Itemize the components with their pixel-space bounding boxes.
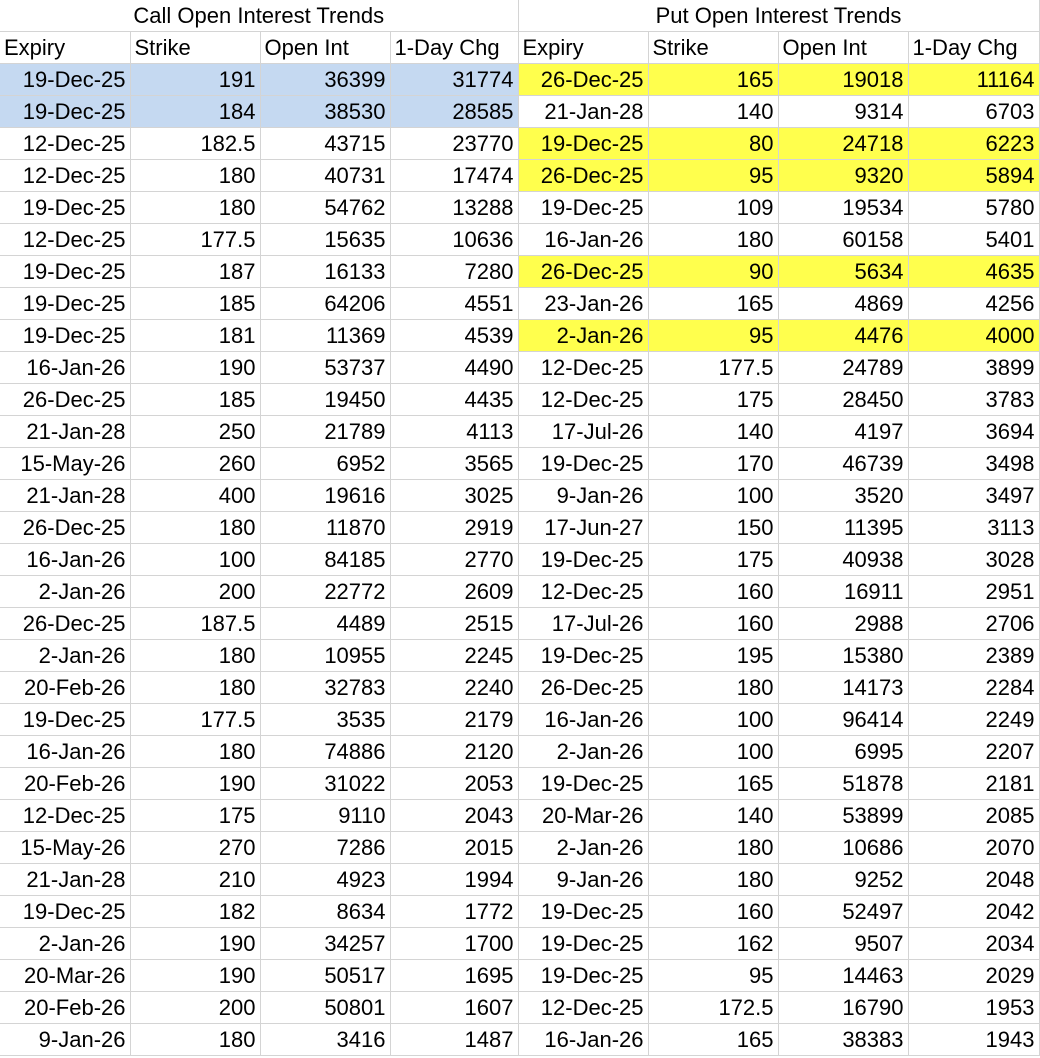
put-cell-open-int[interactable]: 4869 (778, 288, 908, 320)
put-cell-strike[interactable]: 109 (648, 192, 778, 224)
call-section-title[interactable]: Call Open Interest Trends (0, 0, 518, 32)
call-cell-1-day-chg[interactable]: 1700 (390, 928, 518, 960)
put-cell-open-int[interactable]: 9314 (778, 96, 908, 128)
put-cell-expiry[interactable]: 19-Dec-25 (518, 128, 648, 160)
call-cell-open-int[interactable]: 74886 (260, 736, 390, 768)
call-cell-expiry[interactable]: 26-Dec-25 (0, 512, 130, 544)
call-cell-open-int[interactable]: 50517 (260, 960, 390, 992)
table-row (0, 928, 1039, 960)
call-cell-open-int[interactable]: 84185 (260, 544, 390, 576)
put-header-strike[interactable]: Strike (648, 32, 778, 64)
put-cell-1-day-chg[interactable]: 4635 (908, 256, 1039, 288)
put-cell-strike[interactable]: 95 (648, 960, 778, 992)
call-cell-open-int[interactable]: 16133 (260, 256, 390, 288)
call-cell-open-int[interactable]: 34257 (260, 928, 390, 960)
put-cell-expiry[interactable]: 12-Dec-25 (518, 352, 648, 384)
call-header-expiry[interactable]: Expiry (0, 32, 130, 64)
call-cell-open-int[interactable]: 19616 (260, 480, 390, 512)
call-cell-expiry[interactable]: 26-Dec-25 (0, 608, 130, 640)
call-cell-open-int[interactable]: 22772 (260, 576, 390, 608)
call-cell-open-int[interactable]: 15635 (260, 224, 390, 256)
table-row (0, 608, 1039, 640)
call-cell-open-int[interactable]: 40731 (260, 160, 390, 192)
put-cell-expiry[interactable]: 19-Dec-25 (518, 192, 648, 224)
call-cell-strike[interactable]: 200 (130, 576, 260, 608)
put-cell-strike[interactable]: 195 (648, 640, 778, 672)
call-cell-strike[interactable]: 190 (130, 352, 260, 384)
table-row (0, 320, 1039, 352)
call-cell-open-int[interactable]: 19450 (260, 384, 390, 416)
table-row (0, 544, 1039, 576)
call-header-1-day-chg[interactable]: 1-Day Chg (390, 32, 518, 64)
put-cell-1-day-chg[interactable]: 6703 (908, 96, 1039, 128)
call-cell-open-int[interactable]: 21789 (260, 416, 390, 448)
put-cell-open-int[interactable]: 51878 (778, 768, 908, 800)
put-cell-expiry[interactable]: 26-Dec-25 (518, 64, 648, 96)
table-row (0, 416, 1039, 448)
put-cell-1-day-chg[interactable]: 2070 (908, 832, 1039, 864)
call-cell-1-day-chg[interactable]: 4490 (390, 352, 518, 384)
call-cell-expiry[interactable]: 19-Dec-25 (0, 704, 130, 736)
put-cell-expiry[interactable]: 19-Dec-25 (518, 544, 648, 576)
put-cell-expiry[interactable]: 17-Jun-27 (518, 512, 648, 544)
call-cell-expiry[interactable]: 20-Mar-26 (0, 960, 130, 992)
call-cell-expiry[interactable]: 16-Jan-26 (0, 544, 130, 576)
put-cell-strike[interactable]: 160 (648, 608, 778, 640)
put-cell-open-int[interactable]: 10686 (778, 832, 908, 864)
call-cell-open-int[interactable]: 31022 (260, 768, 390, 800)
put-cell-strike[interactable]: 175 (648, 544, 778, 576)
call-cell-1-day-chg[interactable]: 1772 (390, 896, 518, 928)
put-cell-strike[interactable]: 172.5 (648, 992, 778, 1024)
put-cell-strike[interactable]: 95 (648, 320, 778, 352)
call-cell-expiry[interactable]: 2-Jan-26 (0, 928, 130, 960)
table-row (0, 128, 1039, 160)
put-cell-strike[interactable]: 100 (648, 704, 778, 736)
call-cell-expiry[interactable]: 19-Dec-25 (0, 64, 130, 96)
call-cell-open-int[interactable]: 7286 (260, 832, 390, 864)
call-cell-strike[interactable]: 190 (130, 768, 260, 800)
put-cell-expiry[interactable]: 16-Jan-26 (518, 224, 648, 256)
call-cell-expiry[interactable]: 19-Dec-25 (0, 256, 130, 288)
put-cell-expiry[interactable]: 16-Jan-26 (518, 704, 648, 736)
put-cell-open-int[interactable]: 14173 (778, 672, 908, 704)
call-cell-strike[interactable]: 180 (130, 512, 260, 544)
put-cell-strike[interactable]: 180 (648, 864, 778, 896)
put-cell-strike[interactable]: 140 (648, 800, 778, 832)
table-row (0, 96, 1039, 128)
put-cell-1-day-chg[interactable]: 2042 (908, 896, 1039, 928)
call-cell-strike[interactable]: 250 (130, 416, 260, 448)
call-cell-expiry[interactable]: 19-Dec-25 (0, 288, 130, 320)
table-row (0, 64, 1039, 96)
put-cell-strike[interactable]: 177.5 (648, 352, 778, 384)
put-cell-1-day-chg[interactable]: 2389 (908, 640, 1039, 672)
put-cell-strike[interactable]: 80 (648, 128, 778, 160)
put-cell-1-day-chg[interactable]: 3028 (908, 544, 1039, 576)
call-cell-1-day-chg[interactable]: 2245 (390, 640, 518, 672)
put-cell-expiry[interactable]: 9-Jan-26 (518, 864, 648, 896)
call-cell-expiry[interactable]: 20-Feb-26 (0, 768, 130, 800)
put-cell-open-int[interactable]: 40938 (778, 544, 908, 576)
call-cell-open-int[interactable]: 64206 (260, 288, 390, 320)
put-cell-1-day-chg[interactable]: 1953 (908, 992, 1039, 1024)
call-cell-strike[interactable]: 177.5 (130, 704, 260, 736)
put-cell-1-day-chg[interactable]: 5894 (908, 160, 1039, 192)
put-cell-strike[interactable]: 100 (648, 736, 778, 768)
put-cell-open-int[interactable]: 19018 (778, 64, 908, 96)
call-cell-expiry[interactable]: 16-Jan-26 (0, 352, 130, 384)
call-cell-1-day-chg[interactable]: 10636 (390, 224, 518, 256)
call-cell-open-int[interactable]: 11369 (260, 320, 390, 352)
table-row (0, 1024, 1039, 1056)
put-cell-1-day-chg[interactable]: 3899 (908, 352, 1039, 384)
put-cell-1-day-chg[interactable]: 4000 (908, 320, 1039, 352)
put-cell-open-int[interactable]: 96414 (778, 704, 908, 736)
call-cell-open-int[interactable]: 32783 (260, 672, 390, 704)
call-cell-open-int[interactable]: 8634 (260, 896, 390, 928)
table-row (0, 768, 1039, 800)
call-cell-1-day-chg[interactable]: 23770 (390, 128, 518, 160)
put-cell-1-day-chg[interactable]: 3498 (908, 448, 1039, 480)
put-cell-1-day-chg[interactable]: 2181 (908, 768, 1039, 800)
call-cell-1-day-chg[interactable]: 1607 (390, 992, 518, 1024)
put-cell-open-int[interactable]: 3520 (778, 480, 908, 512)
table-row (0, 672, 1039, 704)
call-cell-1-day-chg[interactable]: 2179 (390, 704, 518, 736)
call-cell-open-int[interactable]: 54762 (260, 192, 390, 224)
put-cell-strike[interactable]: 162 (648, 928, 778, 960)
put-cell-strike[interactable]: 160 (648, 576, 778, 608)
put-cell-open-int[interactable]: 9507 (778, 928, 908, 960)
call-cell-open-int[interactable]: 4489 (260, 608, 390, 640)
put-cell-strike[interactable]: 175 (648, 384, 778, 416)
put-cell-expiry[interactable]: 12-Dec-25 (518, 992, 648, 1024)
put-cell-expiry[interactable]: 17-Jul-26 (518, 416, 648, 448)
put-cell-expiry[interactable]: 20-Mar-26 (518, 800, 648, 832)
table-row (0, 192, 1039, 224)
put-cell-expiry[interactable]: 26-Dec-25 (518, 672, 648, 704)
put-cell-1-day-chg[interactable]: 2029 (908, 960, 1039, 992)
put-cell-expiry[interactable]: 19-Dec-25 (518, 896, 648, 928)
put-cell-strike[interactable]: 165 (648, 64, 778, 96)
call-cell-expiry[interactable]: 19-Dec-25 (0, 96, 130, 128)
put-cell-open-int[interactable]: 46739 (778, 448, 908, 480)
put-cell-1-day-chg[interactable]: 3783 (908, 384, 1039, 416)
call-cell-expiry[interactable]: 20-Feb-26 (0, 992, 130, 1024)
table-row (0, 736, 1039, 768)
put-cell-strike[interactable]: 150 (648, 512, 778, 544)
call-cell-1-day-chg[interactable]: 1487 (390, 1024, 518, 1056)
table-row (0, 512, 1039, 544)
put-cell-open-int[interactable]: 9252 (778, 864, 908, 896)
call-cell-open-int[interactable]: 10955 (260, 640, 390, 672)
call-cell-strike[interactable]: 180 (130, 672, 260, 704)
put-cell-expiry[interactable]: 2-Jan-26 (518, 736, 648, 768)
put-cell-strike[interactable]: 180 (648, 224, 778, 256)
put-cell-expiry[interactable]: 26-Dec-25 (518, 256, 648, 288)
call-cell-expiry[interactable]: 12-Dec-25 (0, 224, 130, 256)
call-cell-1-day-chg[interactable]: 1994 (390, 864, 518, 896)
put-cell-1-day-chg[interactable]: 1943 (908, 1024, 1039, 1056)
call-cell-strike[interactable]: 270 (130, 832, 260, 864)
put-cell-1-day-chg[interactable]: 6223 (908, 128, 1039, 160)
put-cell-expiry[interactable]: 19-Dec-25 (518, 768, 648, 800)
call-cell-1-day-chg[interactable]: 4539 (390, 320, 518, 352)
call-cell-strike[interactable]: 180 (130, 192, 260, 224)
table-row (0, 960, 1039, 992)
put-cell-open-int[interactable]: 14463 (778, 960, 908, 992)
put-cell-expiry[interactable]: 2-Jan-26 (518, 320, 648, 352)
table-row (0, 256, 1039, 288)
call-cell-1-day-chg[interactable]: 28585 (390, 96, 518, 128)
call-cell-strike[interactable]: 182 (130, 896, 260, 928)
put-cell-strike[interactable]: 95 (648, 160, 778, 192)
put-cell-open-int[interactable]: 5634 (778, 256, 908, 288)
table-row (0, 224, 1039, 256)
table-row (0, 800, 1039, 832)
put-cell-1-day-chg[interactable]: 3497 (908, 480, 1039, 512)
call-cell-1-day-chg[interactable]: 4435 (390, 384, 518, 416)
call-cell-open-int[interactable]: 43715 (260, 128, 390, 160)
put-cell-1-day-chg[interactable]: 2249 (908, 704, 1039, 736)
put-cell-1-day-chg[interactable]: 5780 (908, 192, 1039, 224)
call-cell-strike[interactable]: 177.5 (130, 224, 260, 256)
put-cell-open-int[interactable]: 38383 (778, 1024, 908, 1056)
call-cell-expiry[interactable]: 21-Jan-28 (0, 480, 130, 512)
call-cell-strike[interactable]: 184 (130, 96, 260, 128)
call-cell-strike[interactable]: 190 (130, 960, 260, 992)
put-cell-expiry[interactable]: 12-Dec-25 (518, 576, 648, 608)
put-cell-1-day-chg[interactable]: 11164 (908, 64, 1039, 96)
put-cell-1-day-chg[interactable]: 2034 (908, 928, 1039, 960)
put-cell-strike[interactable]: 160 (648, 896, 778, 928)
table-row (0, 480, 1039, 512)
call-cell-strike[interactable]: 185 (130, 384, 260, 416)
put-cell-1-day-chg[interactable]: 3694 (908, 416, 1039, 448)
put-cell-open-int[interactable]: 4197 (778, 416, 908, 448)
call-cell-1-day-chg[interactable]: 7280 (390, 256, 518, 288)
put-cell-1-day-chg[interactable]: 2207 (908, 736, 1039, 768)
put-cell-1-day-chg[interactable]: 2951 (908, 576, 1039, 608)
put-cell-1-day-chg[interactable]: 2048 (908, 864, 1039, 896)
call-cell-strike[interactable]: 191 (130, 64, 260, 96)
put-cell-1-day-chg[interactable]: 2706 (908, 608, 1039, 640)
call-cell-expiry[interactable]: 2-Jan-26 (0, 576, 130, 608)
call-cell-open-int[interactable]: 38530 (260, 96, 390, 128)
call-cell-open-int[interactable]: 11870 (260, 512, 390, 544)
call-cell-strike[interactable]: 175 (130, 800, 260, 832)
put-cell-open-int[interactable]: 6995 (778, 736, 908, 768)
call-cell-expiry[interactable]: 26-Dec-25 (0, 384, 130, 416)
put-cell-open-int[interactable]: 16911 (778, 576, 908, 608)
call-cell-open-int[interactable]: 3535 (260, 704, 390, 736)
header-row (0, 32, 1039, 64)
call-cell-strike[interactable]: 187.5 (130, 608, 260, 640)
call-cell-open-int[interactable]: 53737 (260, 352, 390, 384)
call-cell-expiry[interactable]: 12-Dec-25 (0, 800, 130, 832)
table-row (0, 704, 1039, 736)
table-row (0, 160, 1039, 192)
put-cell-expiry[interactable]: 19-Dec-25 (518, 448, 648, 480)
call-cell-strike[interactable]: 100 (130, 544, 260, 576)
put-cell-strike[interactable]: 140 (648, 96, 778, 128)
put-cell-strike[interactable]: 90 (648, 256, 778, 288)
put-cell-open-int[interactable]: 53899 (778, 800, 908, 832)
call-cell-expiry[interactable]: 12-Dec-25 (0, 128, 130, 160)
put-cell-expiry[interactable]: 17-Jul-26 (518, 608, 648, 640)
put-cell-expiry[interactable]: 26-Dec-25 (518, 160, 648, 192)
put-cell-expiry[interactable]: 9-Jan-26 (518, 480, 648, 512)
put-cell-open-int[interactable]: 9320 (778, 160, 908, 192)
call-cell-strike[interactable]: 180 (130, 736, 260, 768)
put-cell-open-int[interactable]: 24789 (778, 352, 908, 384)
table-row (0, 288, 1039, 320)
put-cell-1-day-chg[interactable]: 2085 (908, 800, 1039, 832)
call-cell-1-day-chg[interactable]: 2120 (390, 736, 518, 768)
call-cell-open-int[interactable]: 6952 (260, 448, 390, 480)
call-cell-expiry[interactable]: 19-Dec-25 (0, 320, 130, 352)
call-cell-strike[interactable]: 180 (130, 640, 260, 672)
call-cell-1-day-chg[interactable]: 2770 (390, 544, 518, 576)
put-cell-expiry[interactable]: 19-Dec-25 (518, 928, 648, 960)
call-cell-expiry[interactable]: 16-Jan-26 (0, 736, 130, 768)
table-row (0, 576, 1039, 608)
put-cell-expiry[interactable]: 21-Jan-28 (518, 96, 648, 128)
call-cell-1-day-chg[interactable]: 2015 (390, 832, 518, 864)
call-header-open-int[interactable]: Open Int (260, 32, 390, 64)
call-cell-expiry[interactable]: 21-Jan-28 (0, 864, 130, 896)
call-cell-strike[interactable]: 180 (130, 160, 260, 192)
put-cell-strike[interactable]: 165 (648, 768, 778, 800)
put-cell-open-int[interactable]: 15380 (778, 640, 908, 672)
call-cell-1-day-chg[interactable]: 31774 (390, 64, 518, 96)
call-cell-expiry[interactable]: 2-Jan-26 (0, 640, 130, 672)
call-cell-open-int[interactable]: 9110 (260, 800, 390, 832)
put-header-1-day-chg[interactable]: 1-Day Chg (908, 32, 1039, 64)
table-row (0, 896, 1039, 928)
call-cell-strike[interactable]: 185 (130, 288, 260, 320)
call-cell-open-int[interactable]: 50801 (260, 992, 390, 1024)
table-row (0, 832, 1039, 864)
call-cell-1-day-chg[interactable]: 17474 (390, 160, 518, 192)
put-cell-expiry[interactable]: 2-Jan-26 (518, 832, 648, 864)
call-cell-strike[interactable]: 210 (130, 864, 260, 896)
put-cell-strike[interactable]: 180 (648, 672, 778, 704)
table-row (0, 864, 1039, 896)
call-cell-1-day-chg[interactable]: 3565 (390, 448, 518, 480)
call-cell-1-day-chg[interactable]: 2919 (390, 512, 518, 544)
call-cell-open-int[interactable]: 4923 (260, 864, 390, 896)
put-cell-expiry[interactable]: 23-Jan-26 (518, 288, 648, 320)
put-section-title[interactable]: Put Open Interest Trends (518, 0, 1039, 32)
call-cell-expiry[interactable]: 9-Jan-26 (0, 1024, 130, 1056)
call-cell-1-day-chg[interactable]: 13288 (390, 192, 518, 224)
table-row (0, 352, 1039, 384)
call-cell-expiry[interactable]: 21-Jan-28 (0, 416, 130, 448)
put-cell-expiry[interactable]: 19-Dec-25 (518, 960, 648, 992)
table-row (0, 384, 1039, 416)
put-cell-strike[interactable]: 140 (648, 416, 778, 448)
call-cell-strike[interactable]: 187 (130, 256, 260, 288)
call-cell-1-day-chg[interactable]: 4113 (390, 416, 518, 448)
put-cell-1-day-chg[interactable]: 3113 (908, 512, 1039, 544)
call-cell-expiry[interactable]: 15-May-26 (0, 448, 130, 480)
call-cell-expiry[interactable]: 19-Dec-25 (0, 896, 130, 928)
call-cell-1-day-chg[interactable]: 4551 (390, 288, 518, 320)
put-header-expiry[interactable]: Expiry (518, 32, 648, 64)
put-cell-1-day-chg[interactable]: 2284 (908, 672, 1039, 704)
call-header-strike[interactable]: Strike (130, 32, 260, 64)
put-cell-open-int[interactable]: 24718 (778, 128, 908, 160)
put-cell-strike[interactable]: 100 (648, 480, 778, 512)
put-cell-open-int[interactable]: 19534 (778, 192, 908, 224)
call-cell-1-day-chg[interactable]: 2515 (390, 608, 518, 640)
put-cell-open-int[interactable]: 52497 (778, 896, 908, 928)
call-cell-open-int[interactable]: 3416 (260, 1024, 390, 1056)
call-cell-expiry[interactable]: 15-May-26 (0, 832, 130, 864)
put-cell-open-int[interactable]: 60158 (778, 224, 908, 256)
call-cell-strike[interactable]: 400 (130, 480, 260, 512)
call-cell-1-day-chg[interactable]: 2240 (390, 672, 518, 704)
put-cell-strike[interactable]: 165 (648, 288, 778, 320)
put-header-open-int[interactable]: Open Int (778, 32, 908, 64)
table-row (0, 640, 1039, 672)
put-cell-open-int[interactable]: 2988 (778, 608, 908, 640)
call-cell-1-day-chg[interactable]: 2053 (390, 768, 518, 800)
put-cell-strike[interactable]: 180 (648, 832, 778, 864)
call-cell-1-day-chg[interactable]: 3025 (390, 480, 518, 512)
call-cell-strike[interactable]: 180 (130, 1024, 260, 1056)
table-row (0, 448, 1039, 480)
put-cell-1-day-chg[interactable]: 5401 (908, 224, 1039, 256)
put-cell-open-int[interactable]: 11395 (778, 512, 908, 544)
title-row (0, 0, 1039, 32)
call-cell-strike[interactable]: 190 (130, 928, 260, 960)
call-cell-strike[interactable]: 181 (130, 320, 260, 352)
put-cell-strike[interactable]: 170 (648, 448, 778, 480)
call-cell-open-int[interactable]: 36399 (260, 64, 390, 96)
put-cell-expiry[interactable]: 12-Dec-25 (518, 384, 648, 416)
put-cell-1-day-chg[interactable]: 4256 (908, 288, 1039, 320)
call-cell-expiry[interactable]: 19-Dec-25 (0, 192, 130, 224)
put-cell-strike[interactable]: 165 (648, 1024, 778, 1056)
put-cell-open-int[interactable]: 4476 (778, 320, 908, 352)
put-cell-expiry[interactable]: 16-Jan-26 (518, 1024, 648, 1056)
call-cell-expiry[interactable]: 20-Feb-26 (0, 672, 130, 704)
call-cell-1-day-chg[interactable]: 1695 (390, 960, 518, 992)
call-cell-strike[interactable]: 260 (130, 448, 260, 480)
put-cell-open-int[interactable]: 28450 (778, 384, 908, 416)
call-cell-strike[interactable]: 182.5 (130, 128, 260, 160)
call-cell-1-day-chg[interactable]: 2609 (390, 576, 518, 608)
put-cell-open-int[interactable]: 16790 (778, 992, 908, 1024)
call-cell-strike[interactable]: 200 (130, 992, 260, 1024)
table-row (0, 992, 1039, 1024)
call-cell-expiry[interactable]: 12-Dec-25 (0, 160, 130, 192)
put-cell-expiry[interactable]: 19-Dec-25 (518, 640, 648, 672)
call-cell-1-day-chg[interactable]: 2043 (390, 800, 518, 832)
